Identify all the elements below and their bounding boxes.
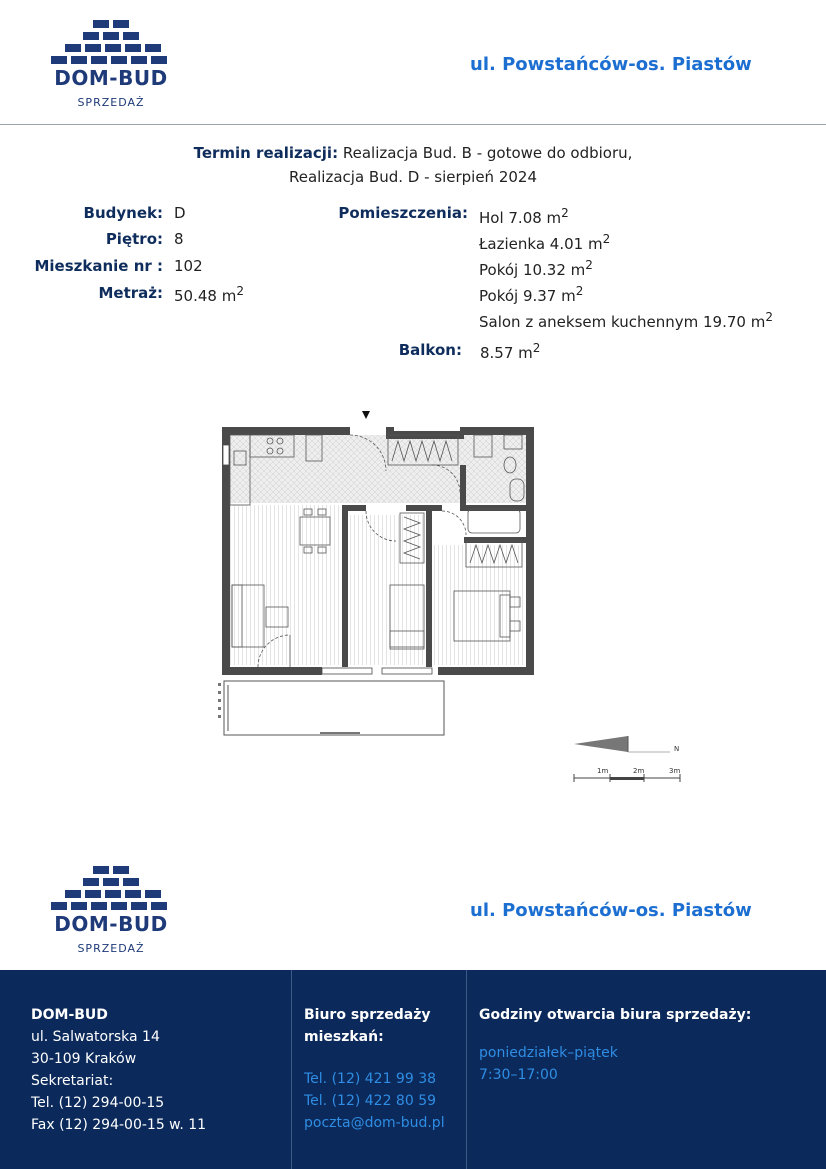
termin-value-2: Realizacja Bud. D - sierpień 2024 — [288, 168, 538, 186]
room-3: Pokój 10.32 $m^2$ — [479, 258, 593, 279]
metraz-label: Metraż: — [98, 284, 163, 302]
company-logo-bottom — [51, 866, 181, 955]
scale-1m: 1m — [597, 767, 609, 775]
footer-divider-1 — [291, 970, 292, 1169]
budynek-label: Budynek: — [83, 204, 163, 222]
balkon-value: 8.57 $m^2$ — [480, 341, 541, 362]
sales-office-title-1: Biuro sprzedaży — [304, 1007, 431, 1023]
sales-office — [304, 1004, 445, 1134]
balkon-label: Balkon: — [398, 341, 462, 359]
north-arrow-icon — [574, 736, 628, 752]
mieszkanie-value: 102 — [174, 257, 203, 275]
sales-office-title-2: mieszkań: — [304, 1029, 384, 1045]
termin-line-1 — [0, 141, 826, 165]
scale-2m: 2m — [633, 767, 645, 775]
header-address: ul. Powstańców-os. Piastów — [470, 54, 752, 75]
company-street: ul. Salwatorska 14 — [31, 1029, 160, 1045]
room-2: Łazienka 4.01 $m^2$ — [479, 232, 611, 253]
company-logo — [51, 20, 181, 109]
pomieszczenia-label: Pomieszczenia: — [338, 204, 468, 222]
room-1: Hol 7.08 $m^2$ — [479, 206, 569, 227]
sales-email-link[interactable]: poczta@dom-bud.pl — [304, 1115, 445, 1131]
header-divider — [0, 124, 826, 125]
sales-tel-1-link[interactable]: Tel. (12) 421 99 38 — [304, 1071, 437, 1087]
opening-hours-title: Godziny otwarcia biura sprzedaży: — [479, 1007, 752, 1023]
sekretariat-label: Sekretariat: — [31, 1073, 114, 1089]
termin-value-1: Realizacja Bud. B - gotowe do odbioru, — [342, 144, 633, 162]
logo-text: DOM-BUD — [54, 66, 168, 90]
opening-days: poniedziałek–piątek — [479, 1045, 618, 1061]
scale-bar — [570, 730, 685, 785]
footer-address: ul. Powstańców-os. Piastów — [470, 900, 752, 921]
brick-logo-icon — [51, 20, 171, 64]
sekretariat-fax: Fax (12) 294-00-15 w. 11 — [31, 1117, 207, 1133]
company-name: DOM-BUD — [31, 1007, 108, 1023]
footer — [0, 970, 826, 1169]
scale-3m: 3m — [669, 767, 681, 775]
brick-logo-icon — [51, 866, 171, 910]
floor-plan — [210, 405, 550, 745]
sales-tel-2-link[interactable]: Tel. (12) 422 80 59 — [304, 1093, 437, 1109]
company-contact — [31, 1004, 206, 1136]
company-city: 30-109 Kraków — [31, 1051, 137, 1067]
footer-divider-2 — [466, 970, 467, 1169]
entrance-arrow-icon — [362, 411, 370, 419]
budynek-value: D — [174, 204, 186, 222]
termin-label: Termin realizacji: — [193, 144, 339, 162]
north-label: N — [674, 745, 680, 753]
pietro-value: 8 — [174, 230, 184, 248]
metraz-value: 50.48 $m^2$ — [174, 284, 244, 305]
logo-text: DOM-BUD — [54, 912, 168, 936]
room-4: Pokój 9.37 $m^2$ — [479, 284, 584, 305]
pietro-label: Piętro: — [105, 230, 163, 248]
logo-subtitle: SPRZEDAŻ — [77, 96, 145, 109]
room-5: Salon z aneksem kuchennym 19.70 $m^2$ — [479, 310, 773, 331]
logo-subtitle: SPRZEDAŻ — [77, 942, 145, 955]
mieszkanie-label: Mieszkanie nr : — [34, 257, 163, 275]
opening-hours — [479, 1004, 751, 1086]
sekretariat-tel: Tel. (12) 294-00-15 — [31, 1095, 165, 1111]
opening-hours-value: 7:30–17:00 — [479, 1067, 558, 1083]
